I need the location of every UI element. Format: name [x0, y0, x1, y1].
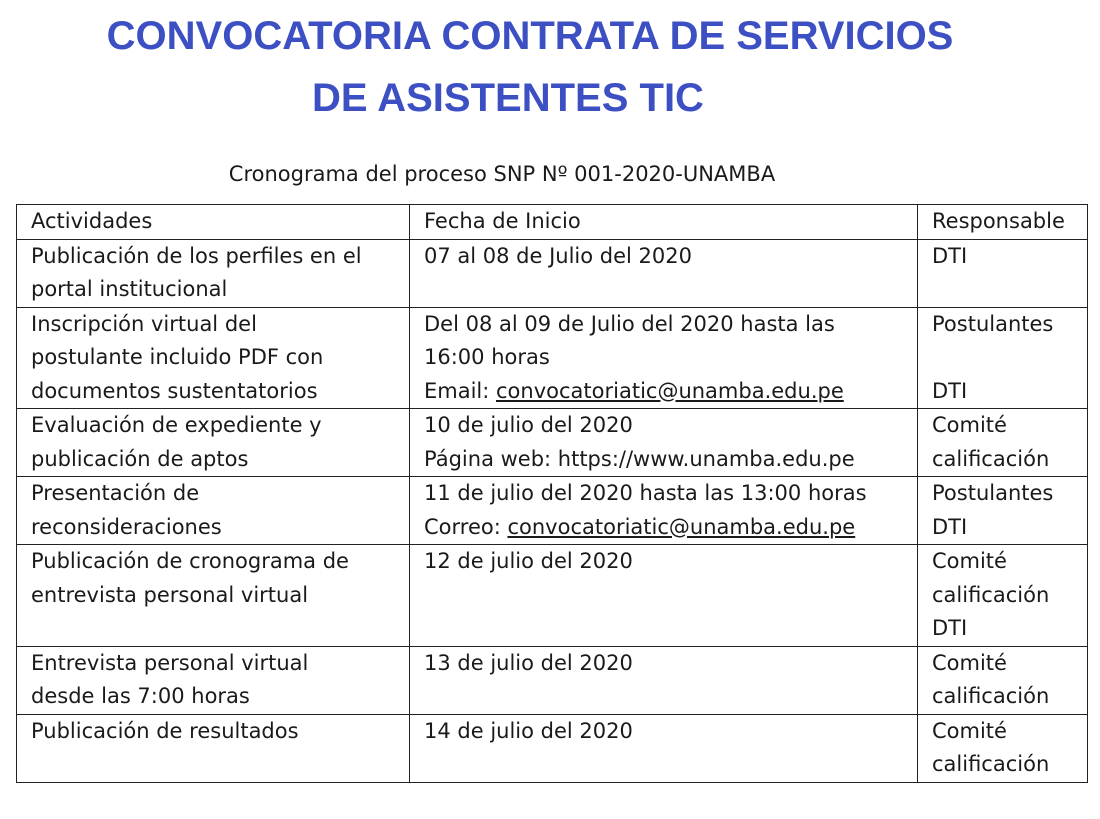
document-title-line2: DE ASISTENTES TIC: [312, 76, 704, 120]
cell-text: Publicación de resultados: [31, 718, 299, 743]
cell-fecha: [410, 714, 918, 782]
document-title-line1: CONVOCATORIA CONTRATA DE SERVICIOS: [106, 14, 954, 58]
table-row: [17, 307, 1088, 409]
cell-text: Comité: [932, 718, 1007, 743]
cell-text: Comité: [932, 650, 1007, 675]
cell-responsable: [918, 409, 1088, 477]
header-fecha-inicio: Fecha de Inicio: [410, 205, 918, 240]
schedule-table: [16, 204, 1088, 783]
cell-text: calificación: [932, 752, 1050, 776]
document-subtitle: Cronograma del proceso SNP Nº 001-2020-UNAMBA: [228, 162, 776, 186]
cell-text: Entrevista personal virtual: [31, 650, 309, 675]
email-link[interactable]: convocatoriatic@unamba.edu.pe: [496, 378, 844, 403]
cell-text: 13 de julio del 2020: [424, 650, 633, 675]
cell-actividad: [17, 409, 410, 477]
cell-text: Comité: [932, 549, 1007, 573]
cell-responsable: [918, 239, 1088, 307]
cell-actividad: [17, 239, 410, 307]
cell-text: documentos sustentatorios: [31, 378, 318, 403]
table-row: [17, 477, 1088, 545]
cell-fecha: [410, 239, 918, 307]
cell-actividad: [17, 307, 410, 409]
cell-text: 11 de julio del 2020 hasta las 13:00 horas: [424, 481, 867, 505]
cell-text: Postulantes: [932, 481, 1054, 505]
table-row: [17, 545, 1088, 647]
email-link[interactable]: convocatoriatic@unamba.edu.pe: [507, 514, 856, 539]
cell-responsable: [918, 646, 1088, 714]
table-row: [17, 714, 1088, 782]
cell-actividad: [17, 646, 410, 714]
cell-text: Evaluación de expediente y: [31, 413, 322, 437]
email-label: Email:: [424, 378, 497, 403]
cell-text: postulante incluido PDF con: [31, 345, 324, 369]
cell-text: 10 de julio del 2020: [424, 413, 633, 437]
cell-responsable: [918, 545, 1088, 647]
cell-fecha: [410, 646, 918, 714]
cell-text: 07 al 08 de Julio del 2020: [424, 243, 692, 268]
cell-responsable: [918, 307, 1088, 409]
cell-spacer: [932, 341, 1081, 375]
cell-text: calificación: [932, 446, 1050, 471]
cell-fecha: [410, 307, 918, 409]
table-row: [17, 646, 1088, 714]
cell-fecha: [410, 477, 918, 545]
cell-text: reconsideraciones: [31, 514, 222, 539]
cell-text: entrevista personal virtual: [31, 582, 309, 607]
cell-text: Inscripción virtual del: [31, 311, 257, 336]
header-responsable: Responsable: [918, 205, 1088, 240]
cell-text: DTI: [932, 616, 968, 640]
cell-actividad: [17, 477, 410, 545]
cell-text: calificación: [932, 684, 1050, 708]
table-row: [17, 239, 1088, 307]
cell-text: DTI: [932, 378, 968, 403]
email-line: [424, 375, 911, 409]
cell-text: DTI: [932, 243, 968, 268]
table-header-row: [17, 205, 1088, 240]
header-actividades: Actividades: [17, 205, 410, 240]
cell-text: Del 08 al 09 de Julio del 2020 hasta las: [424, 311, 835, 336]
email-label: Correo:: [424, 514, 508, 539]
email-line: [424, 511, 911, 545]
cell-text: DTI: [932, 514, 968, 539]
cell-text: Publicación de los perfiles en el: [31, 243, 362, 268]
cell-text: 16:00 horas: [424, 345, 550, 369]
cell-text: 12 de julio del 2020: [424, 549, 633, 573]
cell-text: 14 de julio del 2020: [424, 718, 633, 743]
cell-text: Postulantes: [932, 311, 1054, 336]
cell-fecha: [410, 409, 918, 477]
cell-actividad: [17, 714, 410, 782]
cell-text: portal institucional: [31, 277, 228, 301]
cell-actividad: [17, 545, 410, 647]
cell-text: Comité: [932, 413, 1007, 437]
cell-text: Presentación de: [31, 481, 200, 505]
table-row: [17, 409, 1088, 477]
cell-text: desde las 7:00 horas: [31, 684, 250, 708]
cell-text: publicación de aptos: [31, 446, 249, 471]
cell-responsable: [918, 714, 1088, 782]
cell-text: calificación: [932, 582, 1050, 607]
cell-responsable: [918, 477, 1088, 545]
cell-text: Publicación de cronograma de: [31, 549, 349, 573]
cell-fecha: [410, 545, 918, 647]
cell-text: Página web: https://www.unamba.edu.pe: [424, 446, 855, 471]
